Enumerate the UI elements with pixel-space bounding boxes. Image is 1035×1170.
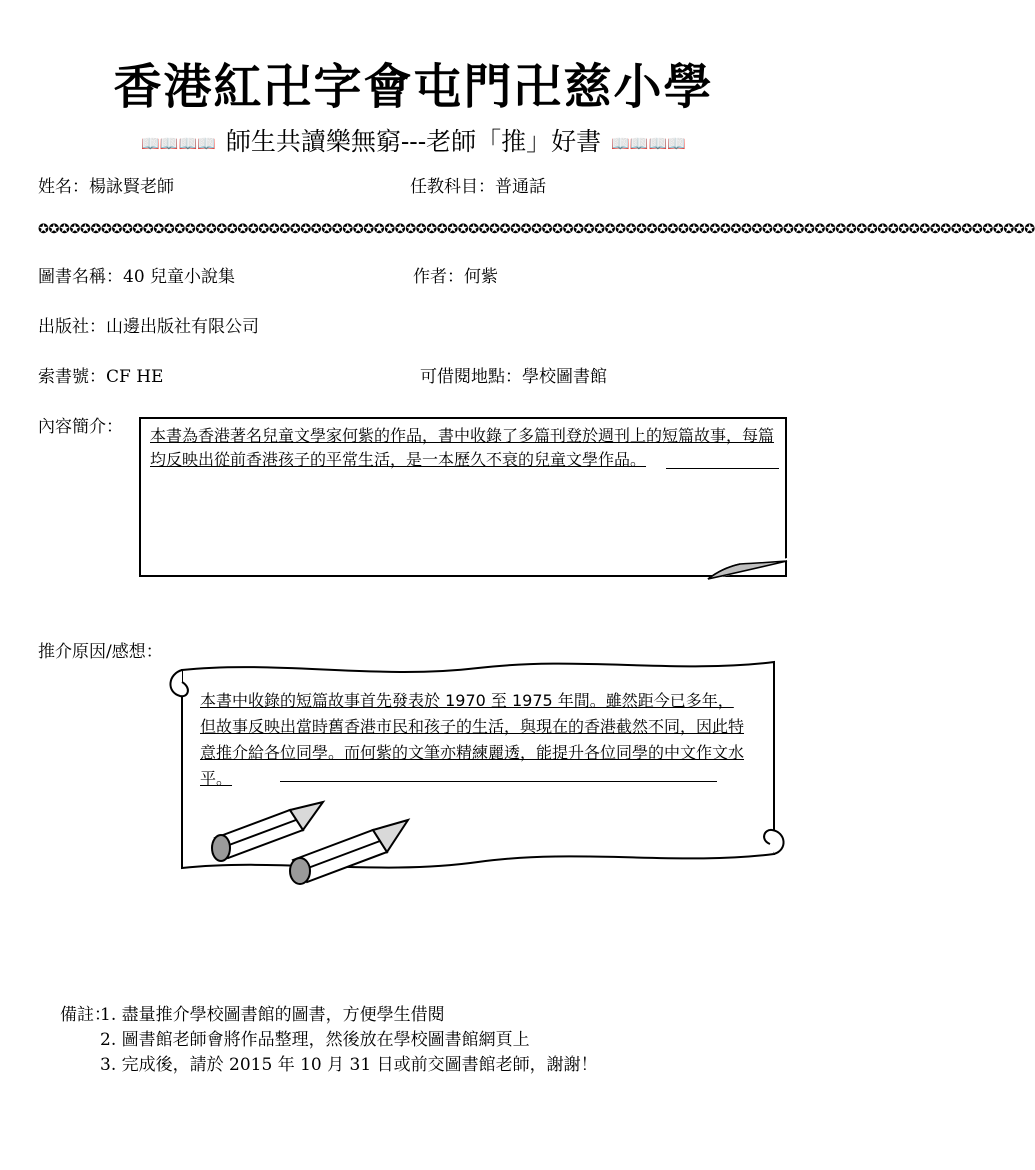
note-item: 2. 圖書館老師會將作品整理，然後放在學校圖書館網頁上	[100, 1030, 530, 1050]
borrow-location-label: 可借閱地點：	[420, 367, 522, 387]
book-author	[413, 262, 498, 287]
book-title	[38, 262, 235, 287]
page-curl-icon	[700, 558, 790, 584]
book-title-label: 圖書名稱：	[38, 267, 123, 287]
teacher-name-label: 姓名：	[38, 177, 89, 197]
summary-label: 內容簡介：	[38, 417, 123, 437]
teacher-subject	[410, 172, 546, 197]
book-publisher-value: 山邊出版社有限公司	[106, 317, 259, 337]
borrow-location	[420, 362, 607, 387]
note-item: 1. 盡量推介學校圖書館的圖書，方便學生借閱	[100, 1005, 445, 1025]
reason-text	[200, 688, 745, 792]
subtitle-row	[0, 122, 827, 158]
call-number	[38, 362, 163, 387]
book-icon: 📖📖📖📖	[611, 134, 686, 153]
borrow-location-value: 學校圖書館	[522, 367, 607, 387]
subtitle: 師生共讀樂無窮---老師「推」好書	[225, 127, 602, 156]
book-publisher-label: 出版社：	[38, 317, 106, 337]
book-author-label: 作者：	[413, 267, 464, 287]
teacher-subject-value: 普通話	[495, 177, 546, 197]
teacher-name	[38, 172, 174, 197]
reason-underline	[280, 781, 717, 782]
summary-text-content: 本書為香港著名兒童文學家何紫的作品，書中收錄了多篇刊登於週刊上的短篇故事，每篇均反映出從前香港孩子的平常生活，是一本歷久不衰的兒童文學作品。	[150, 426, 775, 469]
reason-label: 推介原因/感想：	[38, 642, 163, 662]
reason-text-content: 本書中收錄的短篇故事首先發表於 1970 至 1975 年間。雖然距今已多年，但故事反映出當時舊香港市民和孩子的生活，與現在的香港截然不同，因此特意推介給各位同學。而何紫的文筆亦精練麗透，能提升各位同學的中文作文水平。	[200, 691, 745, 788]
teacher-name-value: 楊詠賢老師	[89, 177, 174, 197]
pencil-icon	[195, 800, 420, 885]
book-icon: 📖📖📖📖	[141, 134, 216, 153]
summary-text	[150, 424, 782, 472]
book-author-value: 何紫	[464, 267, 498, 287]
teacher-subject-label: 任教科目：	[410, 177, 495, 197]
school-title: 香港紅卍字會屯門卍慈小學	[113, 59, 714, 115]
book-publisher	[38, 312, 259, 337]
summary-underline	[666, 468, 779, 469]
call-number-value: CF HE	[106, 367, 164, 387]
decorative-divider: ✪✪✪✪✪✪✪✪✪✪✪✪✪✪✪✪✪✪✪✪✪✪✪✪✪✪✪✪✪✪✪✪✪✪✪✪✪✪✪✪✪✪✪✪✪✪✪✪✪✪✪✪✪✪✪✪✪✪✪✪✪✪✪✪✪✪✪✪✪✪✪✪✪✪✪✪✪✪✪✪✪✪✪✪✪✪✪✪✪✪✪✪✪✪✪	[38, 222, 1035, 237]
call-number-label: 索書號：	[38, 367, 106, 387]
notes-label: 備註：	[60, 1005, 111, 1025]
book-title-value: 40 兒童小說集	[123, 267, 236, 287]
note-item: 3. 完成後，請於 2015 年 10 月 31 日或前交圖書館老師，謝謝！	[100, 1055, 598, 1075]
